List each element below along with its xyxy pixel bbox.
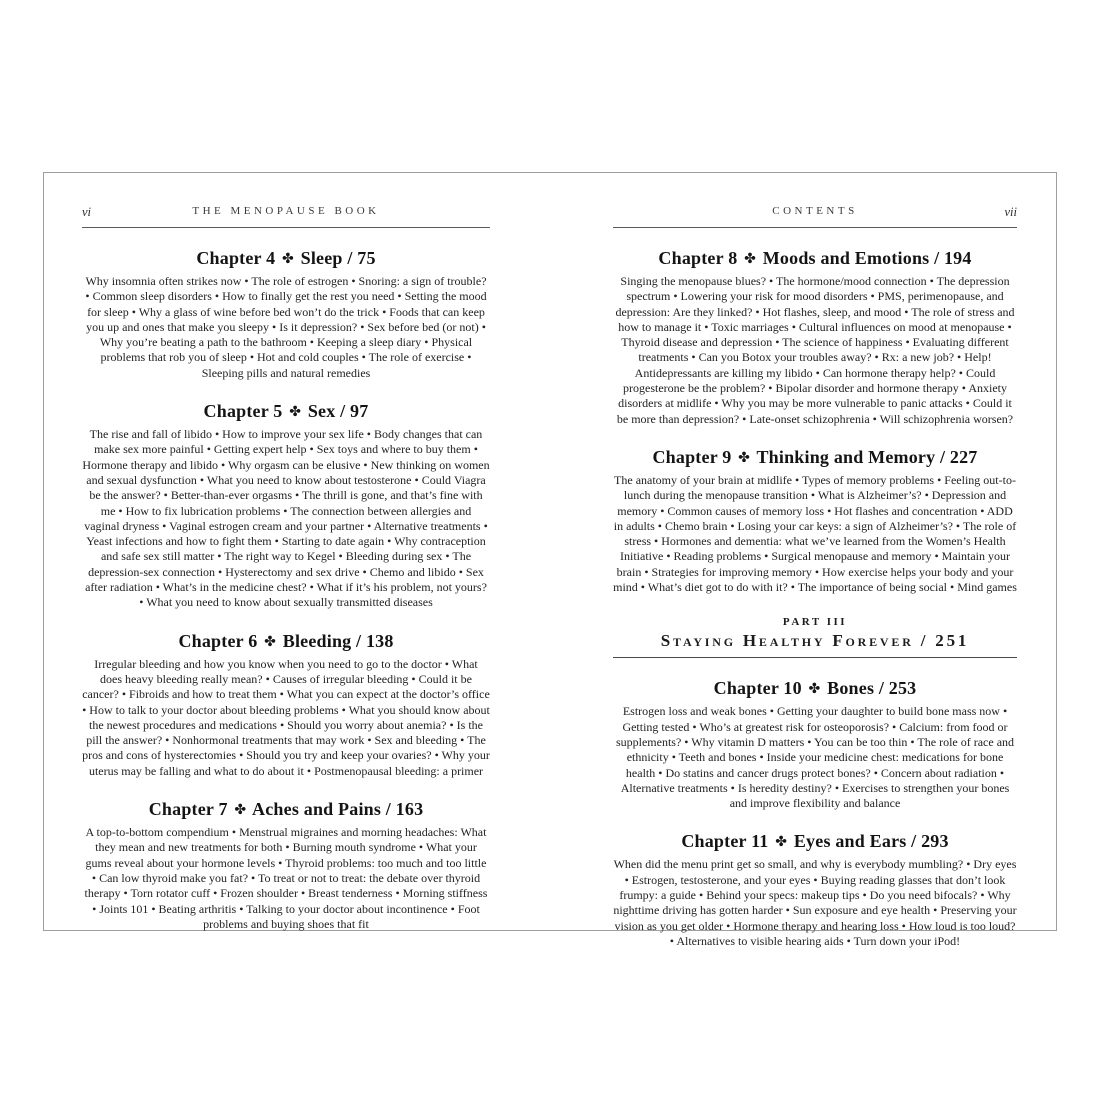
chapter-title-page: Moods and Emotions / 194	[762, 248, 972, 268]
chapter-description: The anatomy of your brain at midlife • Types of memory problems • Feeling out-to-lunch during the menopause transition • What is Alzheimer’s? • Depression and memory • Common causes of memory loss • Hot flashes and concentration • ADD in adults • Chemo brain • Losing your car keys: a sign of Alzheimer’s? • The role of stress • Hormones and dementia: what we’ve learned from the Women’s Health Initiative • Reading problems • Surgical menopause and memory • Maintain your brain • Strategies for improving memory • How exercise helps your body and your mind • What’s diet got to do with it? • The importance of being social • Mind games	[613, 472, 1017, 595]
chapter-heading	[613, 677, 1017, 701]
chapter-heading	[613, 247, 1017, 271]
chapter-title-page: Bones / 253	[827, 678, 917, 699]
chapter-title-page: Eyes and Ears / 293	[793, 831, 949, 852]
chapter-description: Estrogen loss and weak bones • Getting your daughter to build bone mass now • Getting tested • Who’s at greatest risk for osteoporosis? • Calcium: from food or supplements? • Why vitamin D matters • You can be too thin • The role of race and ethnicity • Teeth and bones • Inside your medicine chest: medications for bone health • Do statins and cancer drugs protect bones? • Concern about radiation • Alternative treatments • Is heredity destiny? • Exercises to strengthen your bones and improve flexibility and balance	[615, 704, 1015, 811]
chapter-entry-aches-and-pains	[82, 798, 490, 932]
chapter-label: Chapter 4	[196, 248, 276, 268]
chapter-description: When did the menu print get so small, and why is everybody mumbling? • Dry eyes • Estrogen, testosterone, and your eyes • Buying reading glasses that don’t look frumpy: a guide • Behind your specs: makeup tips • Do you need bifocals? • Why nighttime driving has gotten harder • Sun exposure and eye health • Preserving your vision as you get older • Hormone therapy and hearing loss • How loud is too loud? • Alternatives to visible hearing aids • Turn down your iPod!	[613, 857, 1017, 948]
chapter-title-page: Thinking and Memory / 227	[756, 446, 978, 467]
chapter-description: The rise and fall of libido • How to improve your sex life • Body changes that can make sex more painful • Getting expert help • Sex toys and where to buy them • Hormone therapy and libido • Why orgasm can be elusive • New thinking on women and sexual dysfunction • What you need to know about testosterone • Could Viagra be the answer? • Better-than-ever orgasms • The thrill is gone, and that’s fine with me • How to fix lubrication problems • The connection between allergies and vaginal dryness • Vaginal estrogen cream and your partner • Alternative treatments • Yeast infections and how to fight them • Starting to date again • Why contraception and safe sex still matter • The right way to Kegel • Bleeding during sex • The depression-sex connection • Hysterectomy and sex drive • Chemo and libido • Sex after radiation • What’s in the medicine chest? • What if it’s his problem, not yours? • What you need to know about sexually transmitted diseases	[82, 427, 490, 610]
right-page	[550, 173, 1056, 948]
chapter-entry-moods-and-emotions	[613, 247, 1017, 427]
chapter-description: Singing the menopause blues? • The hormone/mood connection • The depression spectrum • Lowering your risk for mood disorders • PMS, perimenopause, and depression: Are they linked? • Hot flashes, sleep, and mood • The role of stress and how to manage it • Toxic marriages • Cultural influences on mood at menopause • Thyroid disease and depression • The science of happiness • Evaluating different treatments • Can you Botox your troubles away? • Rx: a new job? • Help! Antidepressants are killing my libido • Can hormone therapy help? • Could progesterone be the problem? • Bipolar disorder and hormone therapy • Anxiety disorders at midlife • Why you may be more vulnerable to panic attacks • Could it be more than depression? • Late-onset schizophrenia • Will schizophrenia worsen?	[615, 274, 1015, 426]
chapter-label: Chapter 5	[203, 401, 283, 422]
chapter-entry-sleep	[82, 247, 490, 381]
chapter-heading	[82, 798, 490, 822]
chapter-heading	[82, 630, 490, 654]
right-page-header	[613, 205, 1017, 228]
quatrefoil-ornament-icon: ✤	[775, 834, 788, 851]
chapter-entry-sex	[82, 400, 490, 611]
quatrefoil-ornament-icon: ✤	[234, 802, 247, 819]
chapter-entry-thinking-and-memory	[613, 446, 1017, 595]
quatrefoil-ornament-icon: ✤	[282, 251, 294, 267]
chapter-label: Chapter 6	[178, 630, 258, 651]
chapter-heading	[613, 446, 1017, 470]
chapter-description: A top-to-bottom compendium • Menstrual migraines and morning headaches: What they mean and new treatments for both • Burning mouth syndrome • What your gums reveal about your hormone levels • Thyroid problems: too much and too little • Can low thyroid make you fat? • To treat or not to treat: the debate over thyroid therapy • Torn rotator cuff • Frozen shoulder • Breast tenderness • Morning stiffness • Joints 101 • Beating arthritis • Talking to your doctor about incontinence • Foot problems and buying shoes that fit	[84, 825, 488, 931]
folio-right: vii	[1004, 205, 1017, 219]
part-divider	[613, 616, 1017, 658]
left-page	[44, 173, 550, 930]
chapter-label: Chapter 7	[148, 799, 228, 820]
left-page-header	[82, 205, 490, 228]
chapter-entry-bones	[613, 677, 1017, 811]
running-head-right: CONTENTS	[772, 205, 858, 217]
chapter-label: Chapter 8	[658, 248, 738, 268]
running-head-left: THE MENOPAUSE BOOK	[192, 205, 380, 217]
chapter-title-page: Aches and Pains / 163	[252, 799, 424, 820]
contents-spread	[43, 172, 1057, 948]
chapter-heading	[82, 247, 490, 271]
chapter-title-page: Sleep / 75	[300, 248, 376, 268]
chapter-title-page: Sex / 97	[307, 401, 369, 422]
part-title: Staying Healthy Forever / 251	[660, 631, 970, 651]
folio-left: vi	[82, 205, 92, 219]
chapter-heading	[82, 400, 490, 424]
part-number-label: PART III	[782, 616, 848, 629]
chapter-label: Chapter 9	[652, 446, 732, 467]
chapter-label: Chapter 11	[681, 831, 769, 852]
chapter-entry-eyes-and-ears	[613, 830, 1017, 949]
chapter-heading	[613, 830, 1017, 854]
quatrefoil-ornament-icon: ✤	[738, 449, 751, 466]
quatrefoil-ornament-icon: ✤	[808, 681, 821, 698]
quatrefoil-ornament-icon: ✤	[289, 404, 302, 421]
chapter-title-page: Bleeding / 138	[282, 630, 394, 651]
chapter-label: Chapter 10	[713, 678, 802, 699]
chapter-entry-bleeding	[82, 630, 490, 779]
quatrefoil-ornament-icon: ✤	[744, 251, 757, 267]
chapter-description: Why insomnia often strikes now • The role of estrogen • Snoring: a sign of trouble? • Common sleep disorders • How to finally get the rest you need • Setting the mood for sleep • Why a glass of wine before bed won’t do the trick • Foods that can keep you up and ones that make you sleepy • Is it depression? • Sex before bed (or not) • Why you’re beating a path to the bathroom • Keeping a sleep diary • Physical problems that rob you of sleep • Hot and cold couples • The role of exercise • Sleeping pills and natural remedies	[85, 274, 487, 380]
chapter-description: Irregular bleeding and how you know when you need to go to the doctor • What does heavy bleeding really mean? • Causes of irregular bleeding • Could it be cancer? • Fibroids and how to treat them • What you can expect at the doctor’s office • How to talk to your doctor about bleeding problems • What you should know about the newest procedures and medications • Should you worry about anemia? • Is the pill the answer? • Nonhormonal treatments that may work • Sex and bleeding • The pros and cons of hysterectomies • Should you try and keep your ovaries? • Why your uterus may be falling and what to do about it • Postmenopausal bleeding: a primer	[82, 656, 490, 778]
quatrefoil-ornament-icon: ✤	[264, 633, 277, 650]
